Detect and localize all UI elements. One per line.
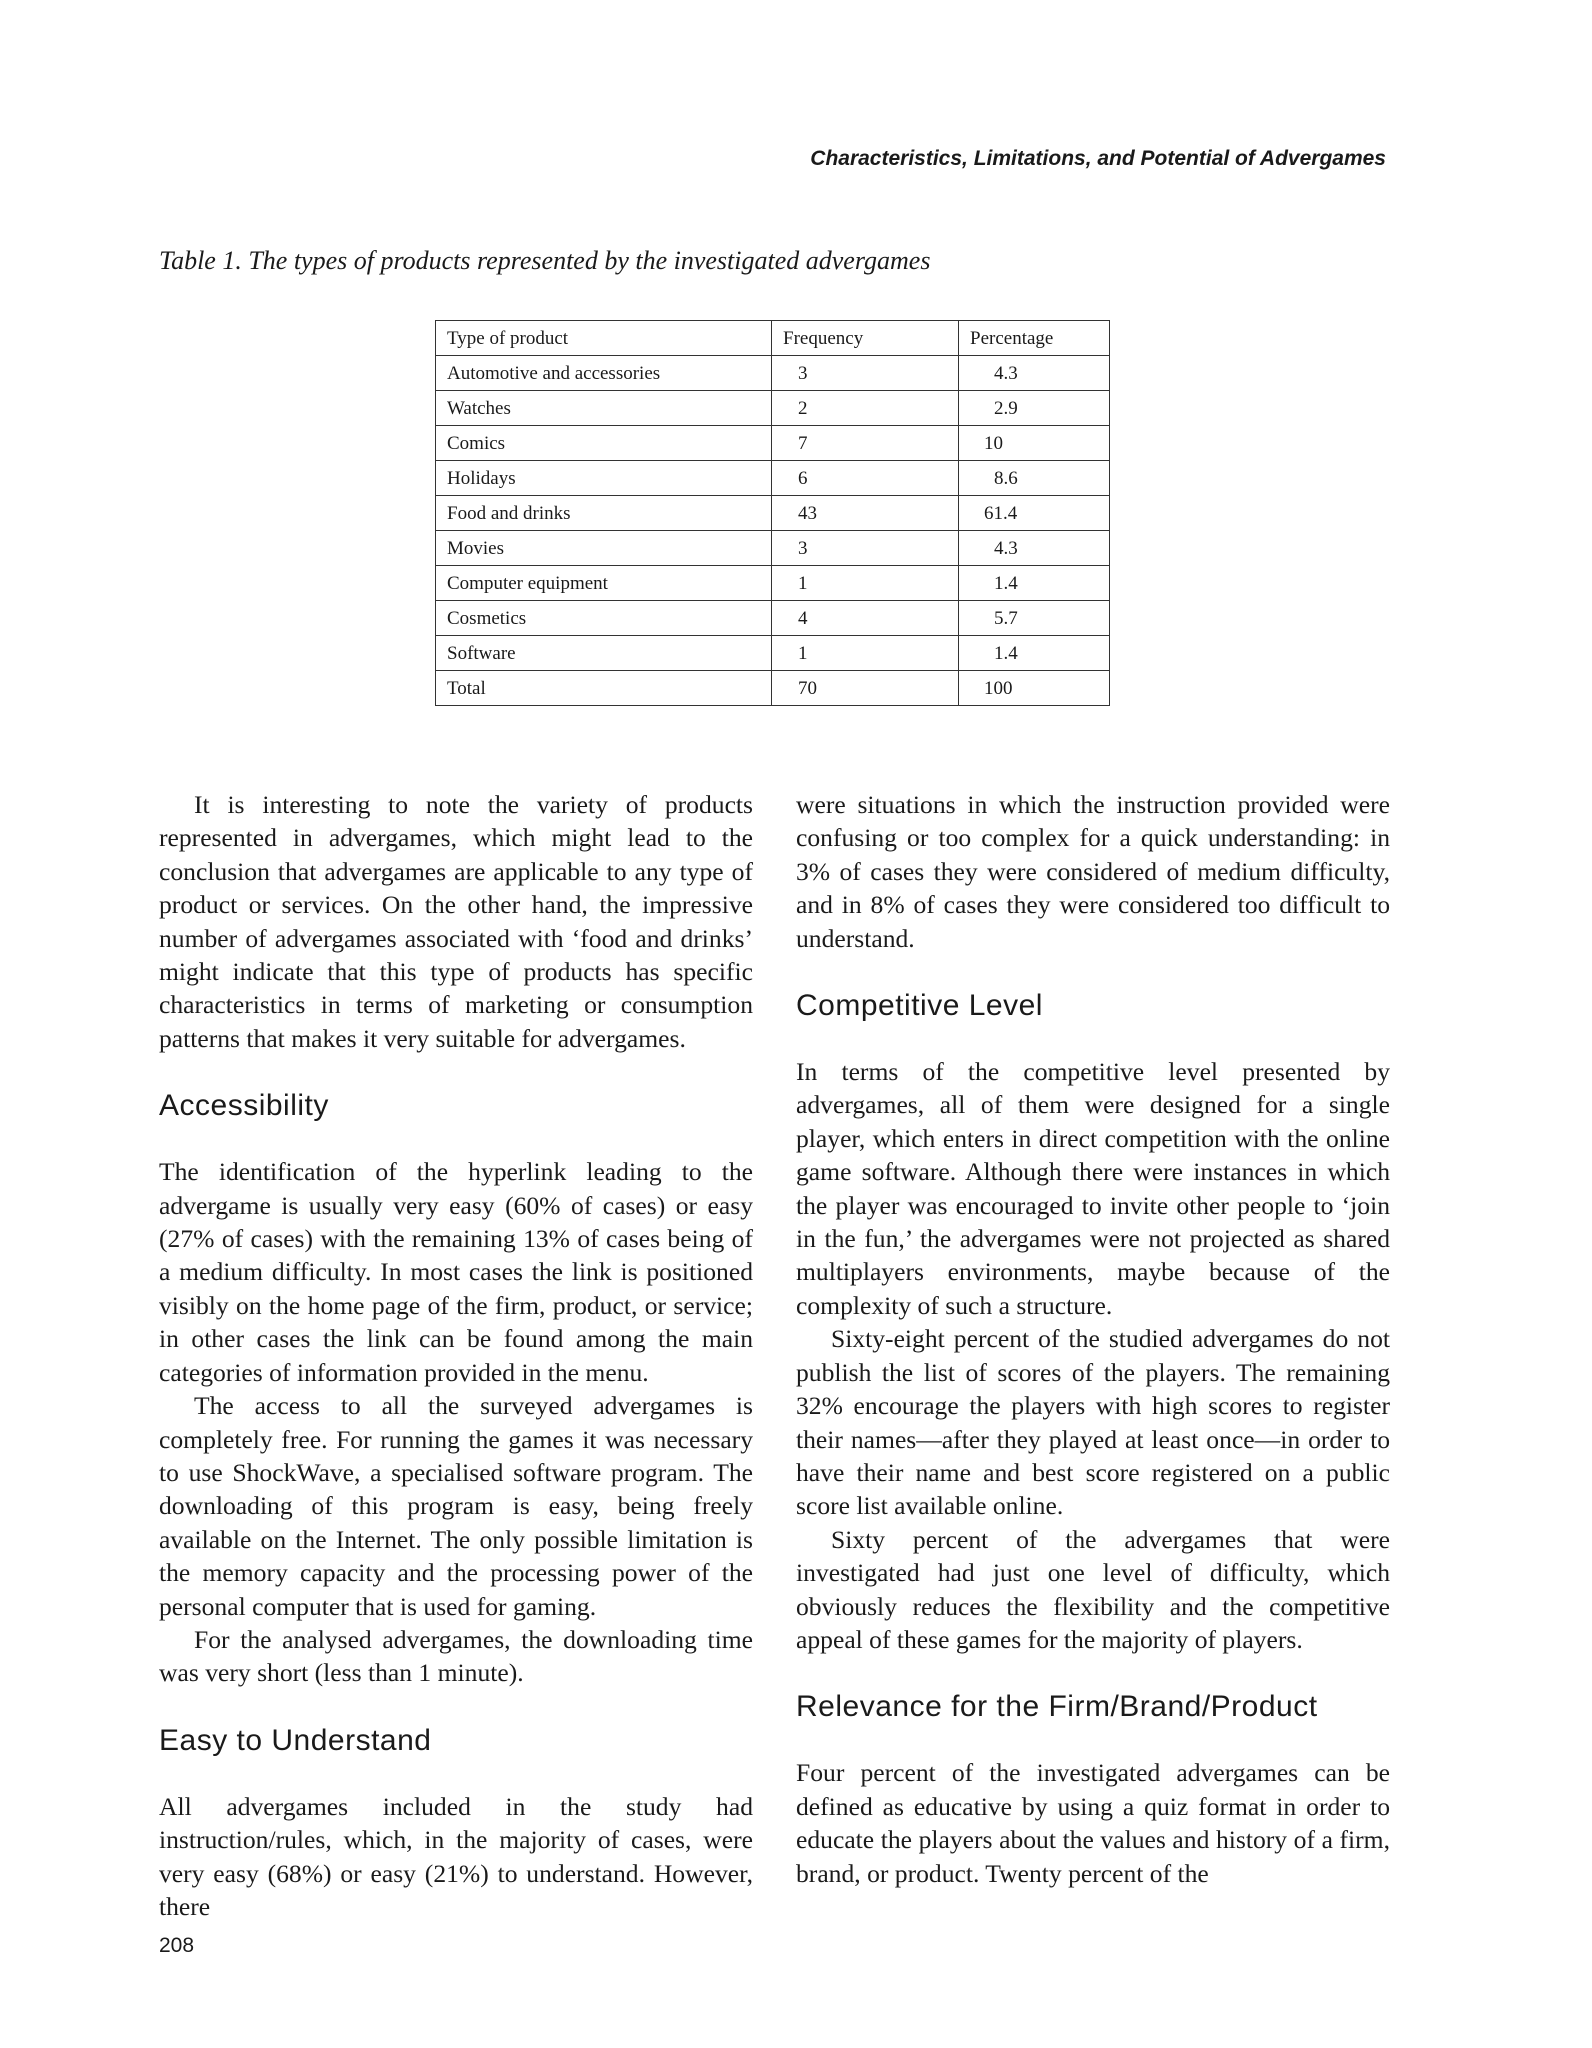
cell-percentage: 5.7 (959, 601, 1110, 636)
table-row (436, 391, 1110, 426)
relevance-paragraph: Four percent of the investigated advergames can be defined as educative by using a quiz format in order to educate the players about the values and history of a firm, brand, or product. Twenty percent of the (796, 1758, 1390, 1888)
accessibility-paragraph: The identification of the hyperlink leading to the advergame is usually very easy (60% of cases) or easy (27% of cases) with the remaining 13% of cases being of a medium difficulty. In most cases the link is positioned visibly on the home page of the firm, product, or service; in other cases the link can be found among the main categories of information provided in the menu. (159, 1157, 753, 1387)
table-row (436, 601, 1110, 636)
cell-type: Total (436, 671, 772, 706)
cell-frequency: 70 (772, 671, 959, 706)
cell-percentage: 1.4 (959, 636, 1110, 671)
cell-percentage: 8.6 (959, 461, 1110, 496)
cell-type: Watches (436, 391, 772, 426)
products-table (435, 320, 1110, 706)
cell-type: Automotive and accessories (436, 356, 772, 391)
header-percentage: Percentage (959, 321, 1110, 356)
cell-percentage: 2.9 (959, 391, 1110, 426)
relevance-heading: Relevance for the Firm/Brand/Product (796, 1690, 1318, 1724)
cell-frequency: 2 (772, 391, 959, 426)
table-row (436, 426, 1110, 461)
cell-frequency: 43 (772, 496, 959, 531)
easy-to-understand-heading: Easy to Understand (159, 1723, 432, 1757)
table-row (436, 356, 1110, 391)
cell-type: Software (436, 636, 772, 671)
table-header-row (436, 321, 1110, 356)
running-head: Characteristics, Limitations, and Potential of Advergames (810, 147, 1386, 170)
header-type: Type of product (436, 321, 772, 356)
cell-frequency: 4 (772, 601, 959, 636)
page-number: 208 (159, 1934, 195, 1957)
cell-frequency: 3 (772, 356, 959, 391)
cell-percentage: 100 (959, 671, 1110, 706)
accessibility-heading: Accessibility (159, 1089, 329, 1123)
table-row (436, 531, 1110, 566)
cell-type: Movies (436, 531, 772, 566)
competitive-level-heading: Competitive Level (796, 989, 1043, 1023)
cell-frequency: 1 (772, 636, 959, 671)
cell-type: Food and drinks (436, 496, 772, 531)
cell-frequency: 3 (772, 531, 959, 566)
cell-percentage: 61.4 (959, 496, 1110, 531)
cell-type: Holidays (436, 461, 772, 496)
cell-type: Cosmetics (436, 601, 772, 636)
right-column (796, 788, 1390, 1890)
cell-type: Comics (436, 426, 772, 461)
accessibility-paragraph: For the analysed advergames, the downloading time was very short (less than 1 minute). (159, 1624, 753, 1688)
table-row (436, 461, 1110, 496)
easy-to-understand-paragraph: All advergames included in the study had instruction/rules, which, in the majority of cases, were very easy (68%) or easy (21%) to understand. However, there (159, 1791, 753, 1921)
cell-frequency: 7 (772, 426, 959, 461)
accessibility-paragraph: The access to all the surveyed advergames is completely free. For running the games it was necessary to use ShockWave, a specialised software program. The downloading of this program is easy, being freely available on the Internet. The only possible limitation is the memory capacity and the processing power of the personal computer that is used for gaming. (159, 1391, 753, 1621)
table-caption: Table 1. The types of products represented by the investigated advergames (159, 246, 931, 275)
table-row (436, 566, 1110, 601)
cell-percentage: 4.3 (959, 356, 1110, 391)
competitive-level-paragraph: Sixty-eight percent of the studied advergames do not publish the list of scores of the players. The remaining 32% encourage the players with high scores to register their names—after they played at least once—in order to have their name and best score registered on a public score list available online. (796, 1324, 1390, 1521)
left-column (159, 788, 753, 1923)
cell-frequency: 6 (772, 461, 959, 496)
cell-percentage: 4.3 (959, 531, 1110, 566)
competitive-level-paragraph: In terms of the competitive level presented by advergames, all of them were designed for a single player, which enters in direct competition with the online game software. Although there were instances in which the player was encouraged to invite other people to ‘join in the fun,’ the advergames were not projected as shared multiplayers environments, maybe because of the complexity of such a structure. (796, 1057, 1390, 1320)
table-row-total (436, 671, 1110, 706)
cell-type: Computer equipment (436, 566, 772, 601)
table-row (436, 636, 1110, 671)
table-row (436, 496, 1110, 531)
cell-percentage: 1.4 (959, 566, 1110, 601)
cell-percentage: 10 (959, 426, 1110, 461)
header-frequency: Frequency (772, 321, 959, 356)
competitive-level-paragraph: Sixty percent of the advergames that were investigated had just one level of difficulty, which obviously reduces the flexibility and the competitive appeal of these games for the majority of players. (796, 1524, 1390, 1654)
continued-paragraph: were situations in which the instruction provided were confusing or too complex for a quick understanding: in 3% of cases they were considered of medium difficulty, and in 8% of cases they were considered too difficult to understand. (796, 790, 1390, 953)
intro-paragraph: It is interesting to note the variety of products represented in advergames, which might lead to the conclusion that advergames are applicable to any type of product or services. On the other hand, the impressive number of advergames associated with ‘food and drinks’ might indicate that this type of products has specific characteristics in terms of marketing or consumption patterns that makes it very suitable for advergames. (159, 790, 753, 1053)
cell-frequency: 1 (772, 566, 959, 601)
